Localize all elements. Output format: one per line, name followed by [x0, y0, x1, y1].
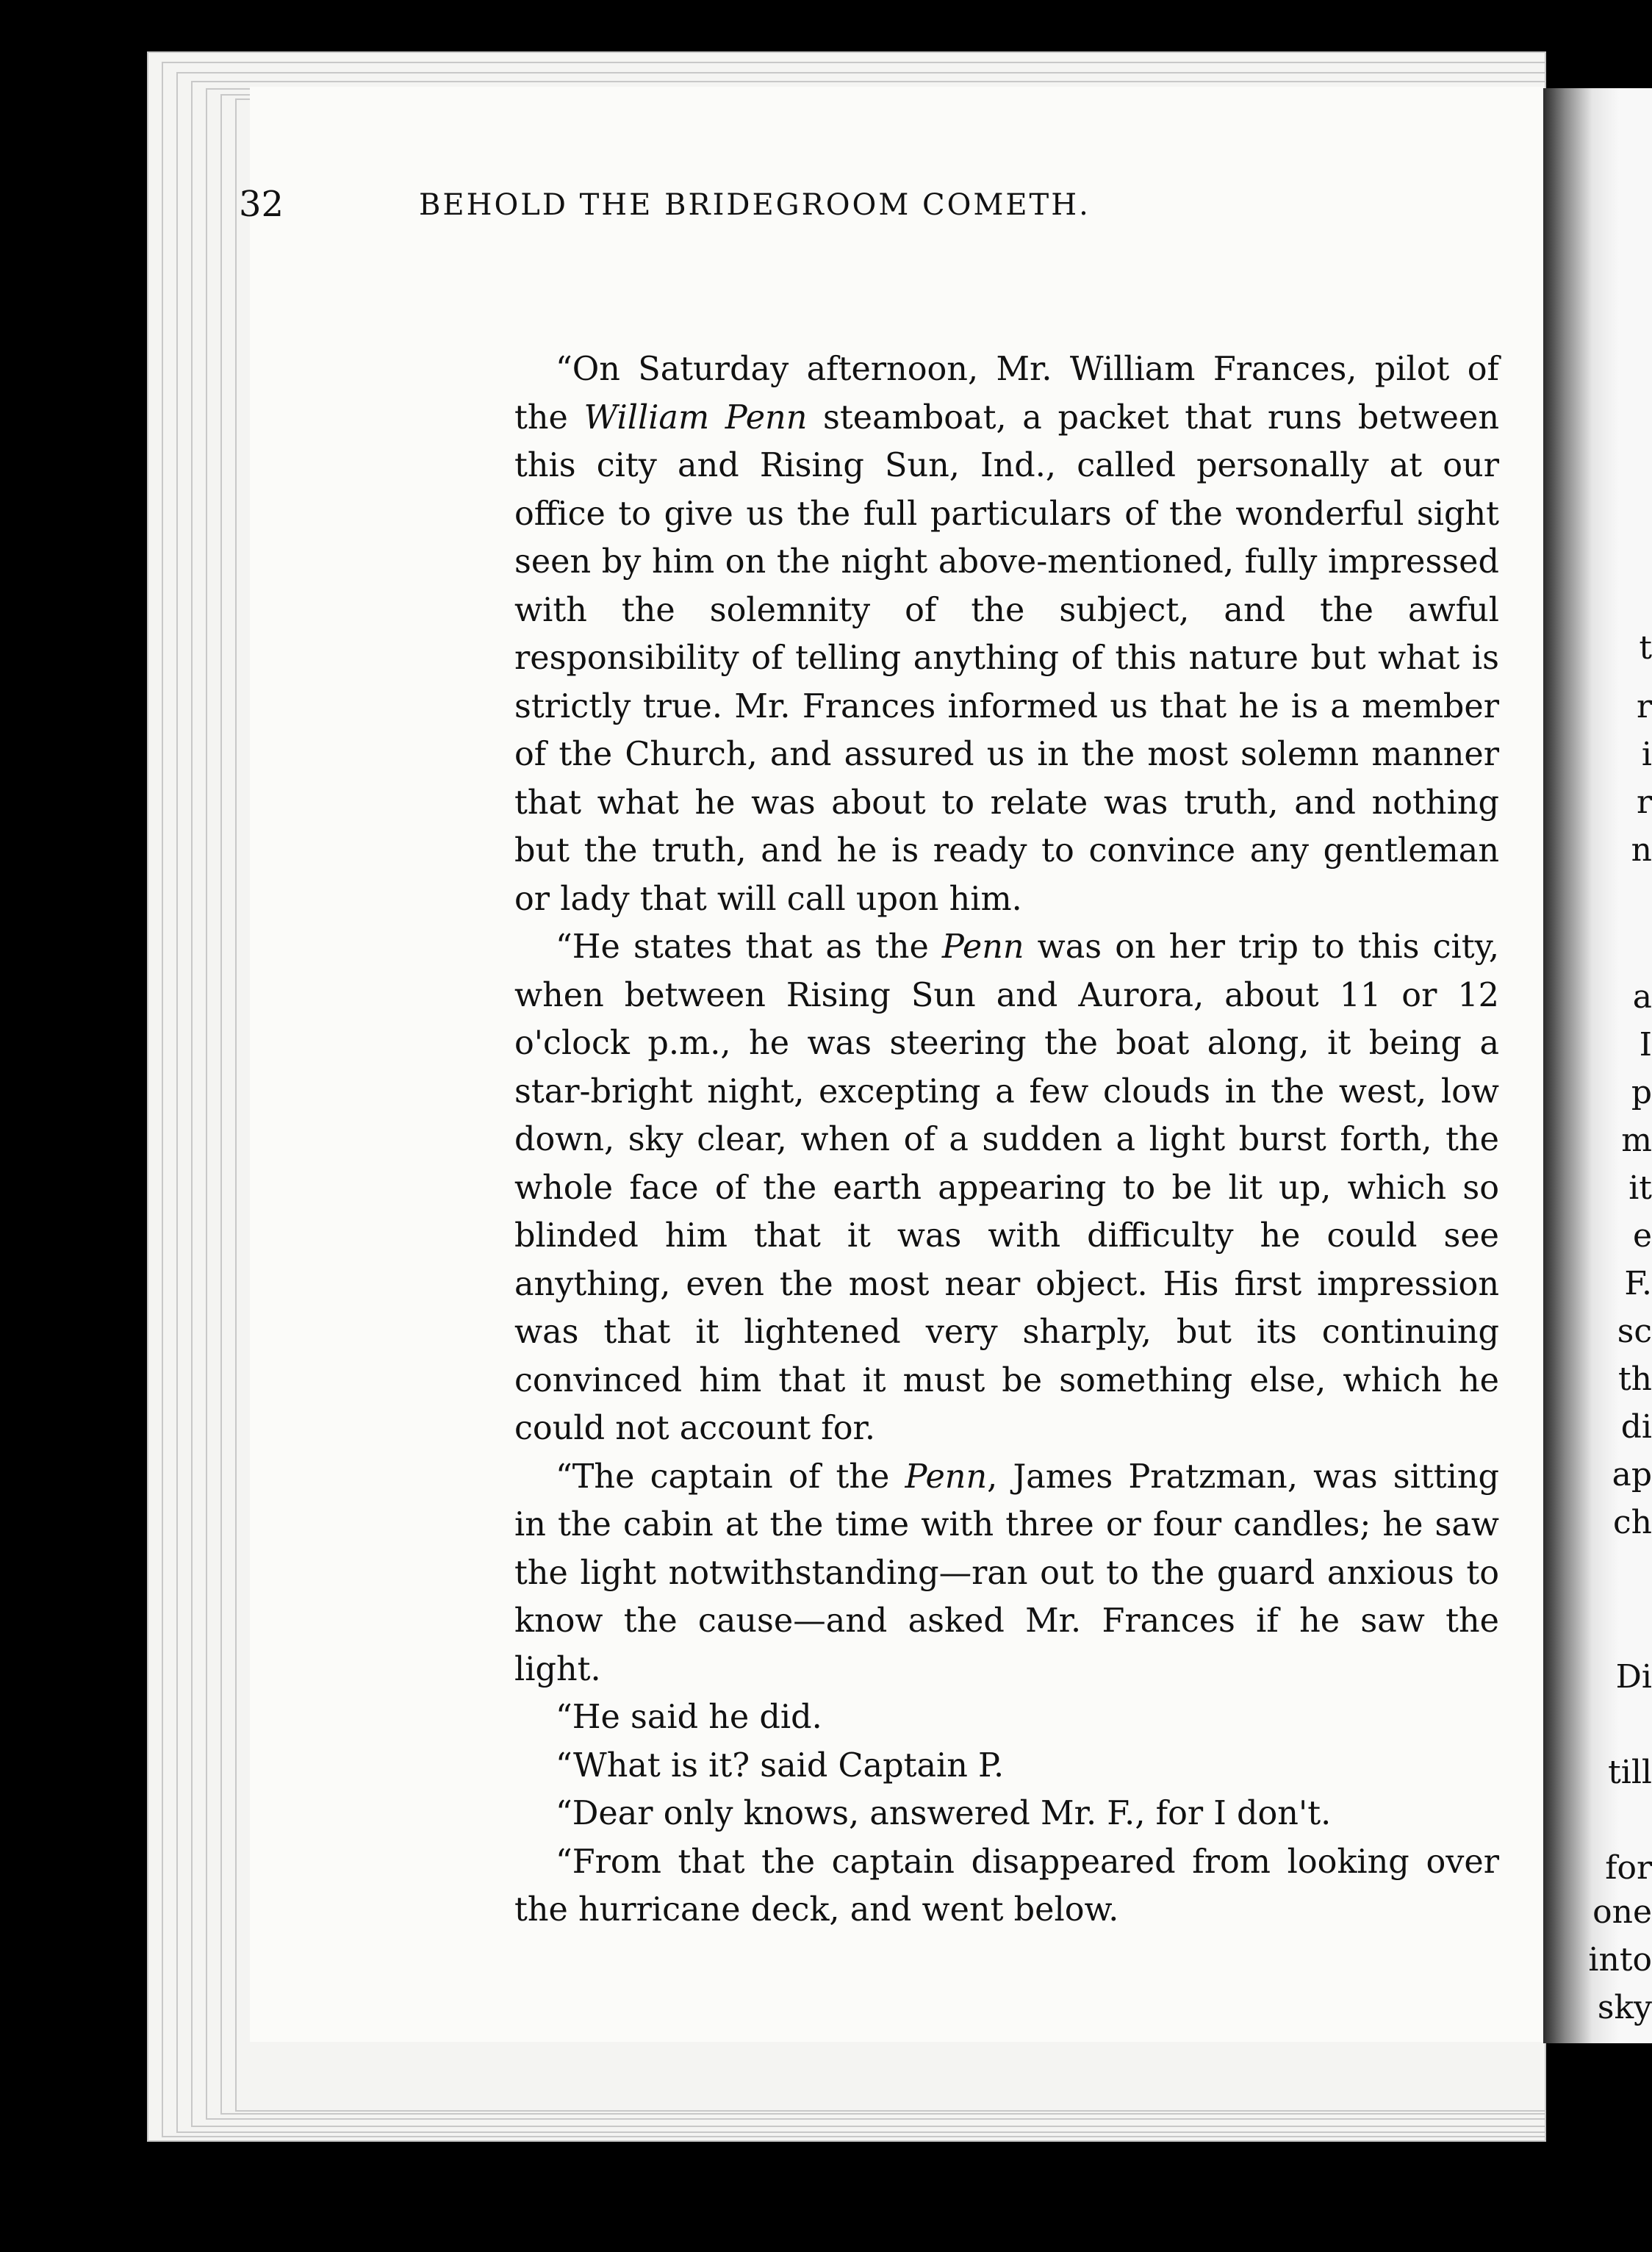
- facing-text-fragment: ap: [1612, 1456, 1652, 1493]
- facing-text-fragment: sc: [1617, 1313, 1652, 1350]
- paragraph: “The captain of the Penn, James Pratzman, was sitting in the cabin at the time with three or four candles; he saw the light notwithstanding—ran out to the guard anxious to know the cause—and asked Mr. Frances if he saw the light.: [514, 1457, 1499, 1688]
- facing-text-fragment: sky: [1597, 1989, 1652, 2026]
- facing-text-fragment: for: [1605, 1849, 1652, 1887]
- paragraph: “Dear only knows, answered Mr. F., for I don't.: [556, 1795, 1332, 1832]
- paragraph: “He said he did.: [556, 1699, 822, 1736]
- facing-text-fragment: di: [1620, 1408, 1652, 1446]
- paragraph: “He states that as the Penn was on her trip to this city, when between Rising Sun and Aurora, about 11 or 12 o'clock p.m., he was steering the boat along, it being a star-bright night, excepting a few clouds in the west, low down, sky clear, when of a sudden a light burst forth, the whole face of the earth appearing to be lit up, which so blinded him that it was with difficulty he could see anything, even the most near object. His first impression was that it lightened very sharply, but its continuing convinced him that it must be something else, which he could not account for.: [514, 928, 1500, 1447]
- page-number: 32: [239, 184, 284, 225]
- facing-text-fragment: ch: [1613, 1504, 1652, 1541]
- facing-text-fragment: th: [1617, 1360, 1652, 1398]
- facing-text-fragment: i: [1641, 736, 1652, 773]
- paragraph: “What is it? said Captain P.: [556, 1746, 1005, 1785]
- paragraph: “From that the captain disappeared from looking over the hurricane deck, and went below.: [514, 1843, 1499, 1929]
- facing-text-fragment: r: [1636, 783, 1652, 821]
- facing-text-fragment: into: [1588, 1941, 1652, 1979]
- facing-text-fragment: p: [1631, 1074, 1652, 1111]
- facing-text-fragment: r: [1636, 688, 1652, 725]
- facing-text-fragment: F.: [1624, 1265, 1652, 1302]
- running-title: BEHOLD THE BRIDEGROOM COMETH.: [419, 188, 1091, 222]
- body-text: [514, 345, 1499, 1934]
- facing-text-fragment: I: [1639, 1026, 1652, 1064]
- facing-text-fragment: Di: [1615, 1658, 1652, 1696]
- facing-text-fragment: n: [1631, 831, 1652, 869]
- facing-text-fragment: a: [1632, 978, 1652, 1016]
- facing-text-fragment: one: [1592, 1893, 1652, 1931]
- facing-text-fragment: m: [1621, 1122, 1652, 1159]
- facing-page: [1543, 88, 1652, 2043]
- paragraph: “On Saturday afternoon, Mr. William Frances, pilot of the William Penn steamboat, a packet that runs between this city and Rising Sun, Ind., called personally at our office to give us the full particulars of the wonderful sight seen by him on the night above-mentioned, fully impressed with the solemnity of the subject, and the awful responsibility of telling anything of this nature but what is strictly true. Mr. Frances informed us that he is a member of the Church, and assured us in the most solemn manner that what he was about to relate was truth, and nothing but the truth, and he is ready to convince any gentleman or lady that will call upon him.: [514, 351, 1500, 918]
- running-head: [239, 184, 1268, 235]
- facing-text-fragment: t: [1639, 629, 1652, 667]
- facing-text-fragment: till: [1608, 1754, 1652, 1791]
- facing-text-fragment: e: [1632, 1217, 1652, 1255]
- facing-text-fragment: it: [1628, 1169, 1652, 1207]
